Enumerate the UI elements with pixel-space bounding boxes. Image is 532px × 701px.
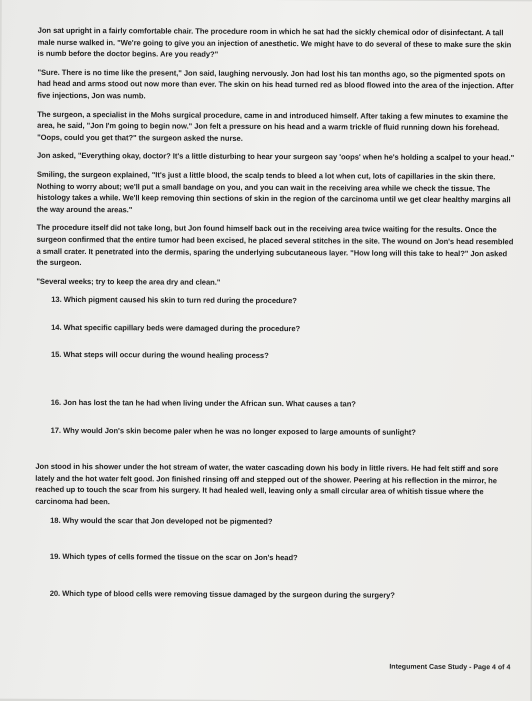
- paragraph-8: Jon stood in his shower under the hot stream of water, the water cascading down his body in little rivers. He had felt stiff and sore lately and the hot water felt good. Jon finished rinsing off and stepped out of the shower. Peering at his reflection in the mirror, he reached up to touch the scar from his surgery. It had healed well, leaving only a small circular area of whitish tissue where the carcinoma had been.: [35, 462, 499, 507]
- answer-space: [35, 563, 513, 591]
- question-15: 15. What steps will occur during the wound healing process?: [50, 350, 269, 361]
- paragraph-3: The surgeon, a specialist in the Mohs surgical procedure, came in and introduced himself. After taking a few minutes to examine the area, he said, "Jon I'm going to begin now." Jon felt a pressure on his head and a warm trickle of fluid running down his forehead. "Oops, could you get that?" the surgeon asked the nurse.: [37, 109, 509, 143]
- paragraph-6: The procedure itself did not take long, but Jon found himself back out in the receiving area twice waiting for the results. Once the surgeon confirmed that the entire tumor had been excised, he placed several stitches in the site. The wound on Jon's head resembled a small crater. It penetrated into the dermis, sparing the underlying subcutaneous layer. "How long will this take to heal?" Jon asked the surgeon.: [36, 223, 514, 268]
- question-13: 13. Which pigment caused his skin to turn red during the procedure?: [51, 295, 297, 306]
- paragraph-2: "Sure. There is no time like the present," Jon said, laughing nervously. Jon had lost his tan months ago, so the pigmented spots on had head and arms stood out now more than ever. The skin on his head turned red as blood flowed into the area of the injection. After five injections, Jon was numb.: [37, 67, 514, 101]
- question-17: 17. Why would Jon's skin become paler when he was no longer exposed to large amounts of sunlight?: [50, 425, 416, 437]
- page-content: [35, 25, 516, 602]
- question-20: 20. Which type of blood cells were removing tissue damaged by the surgeon during the surgery?: [49, 588, 395, 600]
- question-19: 19. Which types of cells formed the tissue on the scar on Jon's head?: [49, 552, 298, 563]
- page-footer: Integument Case Study - Page 4 of 4: [389, 663, 511, 672]
- paragraph-5: Smiling, the surgeon explained, "It's just a little blood, the scalp tends to bleed a lot when cut, lots of capillaries in the skin there. Nothing to worry about; we'll put a small bandage on you, and you can wait in the receiving area while we check the tissue. The histology takes a while. We'll keep removing thin sections of skin in the region of the carcinoma until we get clear healthy margins all the way around the areas.": [36, 169, 511, 215]
- question-16: 16. Jon has lost the tan he had when living under the African sun. What causes a tan?: [50, 397, 356, 409]
- question-14: 14. What specific capillary beds were damaged during the procedure?: [51, 322, 301, 334]
- paragraph-7: "Several weeks; try to keep the area dry and clean.": [36, 276, 221, 287]
- answer-space: [35, 436, 513, 464]
- answer-space: [36, 361, 514, 400]
- paragraph-4: Jon asked, "Everything okay, doctor? It's a little disturbing to hear your surgeon say 'oops' when he's holding a scalpel to your head.": [36, 151, 515, 163]
- question-18: 18. Why would the scar that Jon developed not be pigmented?: [50, 515, 273, 526]
- answer-space: [35, 526, 513, 554]
- paragraph-1: Jon sat upright in a fairly comfortable chair. The procedure room in which he sat had the sickly chemical odor of disinfectant. A tall male nurse walked in. "We're going to give you an injection of anesthetic. We might have to do several of these to make sure the skin is numb before the doctor begins. Are you ready?": [37, 25, 512, 59]
